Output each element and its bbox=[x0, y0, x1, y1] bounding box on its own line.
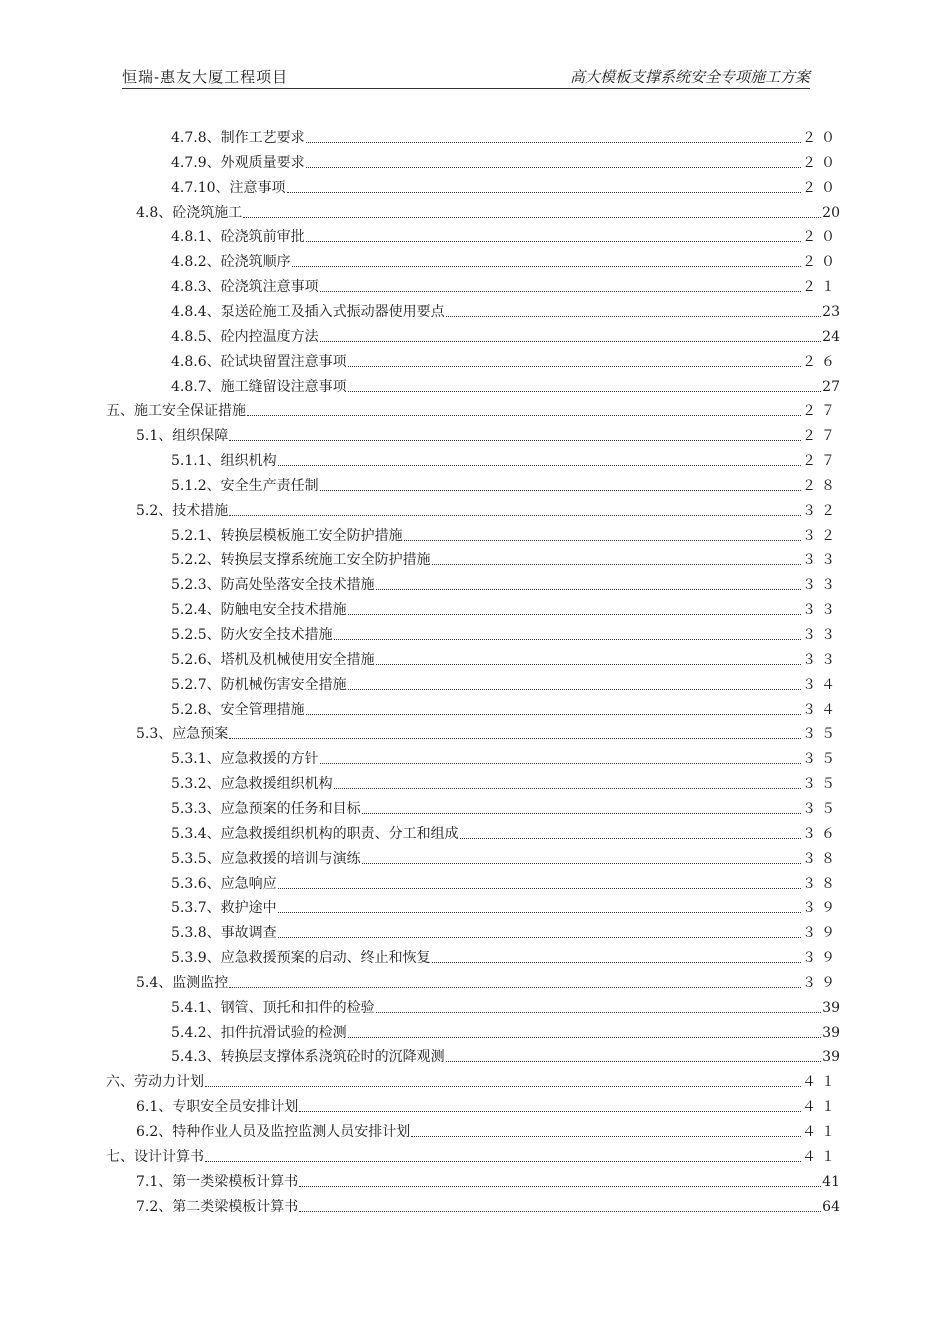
toc-entry-page-number: ３３ bbox=[802, 602, 840, 618]
toc-entry[interactable] bbox=[171, 771, 840, 793]
toc-entry-page-number: 39 bbox=[822, 1025, 840, 1041]
toc-entry[interactable] bbox=[171, 349, 840, 371]
toc-entry-page-number: ３９ bbox=[802, 950, 840, 966]
toc-entry-label: 4.8.5、砼内控温度方法 bbox=[171, 329, 319, 345]
toc-entry[interactable] bbox=[106, 1069, 840, 1091]
toc-dot-leader bbox=[411, 1135, 801, 1137]
toc-entry-page-number: 39 bbox=[822, 1049, 840, 1065]
toc-entry[interactable] bbox=[106, 1144, 840, 1166]
toc-dot-leader bbox=[320, 489, 801, 491]
toc-entry-label: 5.3.6、应急响应 bbox=[171, 876, 277, 892]
toc-entry-label: 5.3.7、救护途中 bbox=[171, 900, 277, 916]
toc-entry-label: 五、施工安全保证措施 bbox=[106, 403, 246, 419]
toc-entry-label: 5.2.2、转换层支撑系统施工安全防护措施 bbox=[171, 552, 431, 568]
toc-dot-leader bbox=[229, 986, 801, 988]
toc-dot-leader bbox=[376, 588, 801, 590]
toc-entry-label: 5.3.8、事故调查 bbox=[171, 925, 277, 941]
toc-entry-label: 5.2.3、防高处坠落安全技术措施 bbox=[171, 577, 375, 593]
toc-entry[interactable] bbox=[171, 1020, 840, 1042]
toc-entry-label: 5.3.3、应急预案的任务和目标 bbox=[171, 801, 361, 817]
toc-entry-label: 5.2.7、防机械伤害安全措施 bbox=[171, 677, 347, 693]
toc-dot-leader bbox=[278, 464, 801, 466]
toc-dot-leader bbox=[334, 787, 801, 789]
toc-entry-page-number: ３６ bbox=[802, 826, 840, 842]
toc-entry[interactable] bbox=[136, 498, 840, 520]
toc-entry-page-number: ４１ bbox=[802, 1099, 840, 1115]
toc-entry-label: 5.4、监测监控 bbox=[136, 975, 229, 991]
toc-entry-label: 5.3.4、应急救援组织机构的职责、分工和组成 bbox=[171, 826, 459, 842]
toc-dot-leader bbox=[299, 1185, 821, 1187]
toc-entry[interactable] bbox=[136, 1119, 840, 1141]
toc-entry-label: 5.2.6、塔机及机械使用安全措施 bbox=[171, 652, 375, 668]
toc-entry-page-number: 27 bbox=[822, 379, 840, 395]
toc-dot-leader bbox=[432, 563, 801, 565]
toc-dot-leader bbox=[278, 911, 801, 913]
toc-dot-leader bbox=[320, 762, 801, 764]
toc-dot-leader bbox=[205, 1085, 801, 1087]
toc-dot-leader bbox=[320, 340, 822, 342]
toc-dot-leader bbox=[348, 613, 801, 615]
toc-entry-page-number: ３３ bbox=[802, 552, 840, 568]
toc-entry[interactable] bbox=[171, 1044, 840, 1066]
toc-dot-leader bbox=[348, 1036, 822, 1038]
toc-dot-leader bbox=[460, 837, 801, 839]
toc-entry-label: 4.8、砼浇筑施工 bbox=[136, 205, 243, 221]
toc-entry-page-number: ２１ bbox=[802, 279, 840, 295]
toc-entry-page-number: ３８ bbox=[802, 851, 840, 867]
toc-entry[interactable] bbox=[171, 895, 840, 917]
toc-entry-page-number: ２０ bbox=[802, 180, 840, 196]
toc-dot-leader bbox=[247, 414, 801, 416]
toc-entry[interactable] bbox=[171, 448, 840, 470]
toc-dot-leader bbox=[376, 663, 801, 665]
toc-entry[interactable] bbox=[106, 398, 840, 420]
toc-entry-label: 5.2.4、防触电安全技术措施 bbox=[171, 602, 347, 618]
toc-entry-label: 5.2.8、安全管理措施 bbox=[171, 702, 305, 718]
toc-entry[interactable] bbox=[171, 995, 840, 1017]
toc-entry[interactable] bbox=[171, 821, 840, 843]
toc-entry-page-number: ３５ bbox=[802, 726, 840, 742]
toc-entry-page-number: ２０ bbox=[802, 254, 840, 270]
toc-dot-leader bbox=[362, 812, 801, 814]
toc-dot-leader bbox=[446, 315, 822, 317]
toc-dot-leader bbox=[348, 688, 801, 690]
header-project-name: 恒瑞-惠友大厦工程项目 bbox=[122, 68, 289, 86]
toc-dot-leader bbox=[306, 141, 801, 143]
toc-entry-label: 4.7.10、注意事项 bbox=[171, 180, 286, 196]
toc-entry[interactable] bbox=[171, 523, 840, 545]
toc-entry-label: 七、设计计算书 bbox=[106, 1149, 204, 1165]
toc-dot-leader bbox=[446, 1060, 822, 1062]
toc-entry[interactable] bbox=[136, 1194, 840, 1216]
toc-entry-page-number: ３２ bbox=[802, 528, 840, 544]
toc-entry-label: 5.2.1、转换层模板施工安全防护措施 bbox=[171, 528, 403, 544]
toc-dot-leader bbox=[306, 166, 801, 168]
toc-entry-page-number: ３４ bbox=[802, 702, 840, 718]
toc-dot-leader bbox=[229, 514, 801, 516]
toc-dot-leader bbox=[299, 1110, 801, 1112]
toc-entry[interactable] bbox=[171, 796, 840, 818]
toc-entry[interactable] bbox=[171, 374, 840, 396]
toc-dot-leader bbox=[287, 191, 801, 193]
toc-entry-page-number: ２７ bbox=[802, 403, 840, 419]
toc-dot-leader bbox=[229, 737, 801, 739]
toc-entry-page-number: ２０ bbox=[802, 229, 840, 245]
toc-entry[interactable] bbox=[136, 970, 840, 992]
toc-entry[interactable] bbox=[171, 622, 840, 644]
toc-entry-page-number: ４１ bbox=[802, 1074, 840, 1090]
toc-entry-page-number: ４１ bbox=[802, 1124, 840, 1140]
page-header bbox=[122, 66, 810, 89]
toc-entry[interactable] bbox=[136, 721, 840, 743]
toc-entry-label: 5.3、应急预案 bbox=[136, 726, 229, 742]
toc-entry[interactable] bbox=[171, 746, 840, 768]
toc-dot-leader bbox=[348, 365, 801, 367]
toc-entry[interactable] bbox=[171, 125, 840, 147]
toc-entry[interactable] bbox=[171, 697, 840, 719]
toc-entry-page-number: ３９ bbox=[802, 925, 840, 941]
toc-entry[interactable] bbox=[136, 423, 840, 445]
toc-entry-page-number: ３５ bbox=[802, 776, 840, 792]
toc-dot-leader bbox=[334, 638, 801, 640]
toc-dot-leader bbox=[205, 1160, 801, 1162]
toc-dot-leader bbox=[362, 862, 801, 864]
toc-dot-leader bbox=[229, 439, 801, 441]
toc-dot-leader bbox=[404, 539, 801, 541]
toc-entry-label: 5.1.2、安全生产责任制 bbox=[171, 478, 319, 494]
toc-entry[interactable] bbox=[171, 945, 840, 967]
toc-entry-label: 7.1、第一类梁模板计算书 bbox=[136, 1174, 299, 1190]
toc-entry-page-number: ３３ bbox=[802, 577, 840, 593]
toc-entry-page-number: 23 bbox=[822, 304, 840, 320]
toc-entry[interactable] bbox=[171, 920, 840, 942]
toc-dot-leader bbox=[306, 240, 801, 242]
toc-dot-leader bbox=[278, 887, 801, 889]
toc-dot-leader bbox=[432, 961, 801, 963]
toc-entry-label: 4.8.1、砼浇筑前审批 bbox=[171, 229, 305, 245]
toc-entry-page-number: ４１ bbox=[802, 1149, 840, 1165]
toc-entry[interactable] bbox=[171, 150, 840, 172]
toc-entry-label: 5.4.1、钢管、顶托和扣件的检验 bbox=[171, 1000, 375, 1016]
toc-entry[interactable] bbox=[136, 1094, 840, 1116]
toc-entry-page-number: 20 bbox=[822, 205, 840, 221]
toc-dot-leader bbox=[299, 1210, 821, 1212]
toc-entry-label: 7.2、第二类梁模板计算书 bbox=[136, 1199, 299, 1215]
toc-entry[interactable] bbox=[171, 547, 840, 569]
toc-entry-label: 6.2、特种作业人员及监控监测人员安排计划 bbox=[136, 1124, 411, 1140]
toc-entry[interactable] bbox=[136, 200, 840, 222]
toc-entry-page-number: 64 bbox=[822, 1199, 840, 1215]
toc-entry-label: 5.3.1、应急救援的方针 bbox=[171, 751, 319, 767]
toc-entry-page-number: ２６ bbox=[802, 354, 840, 370]
toc-entry-page-number: ３４ bbox=[802, 677, 840, 693]
toc-entry-label: 4.7.9、外观质量要求 bbox=[171, 155, 305, 171]
toc-entry-label: 6.1、专职安全员安排计划 bbox=[136, 1099, 299, 1115]
toc-entry-page-number: 41 bbox=[822, 1174, 840, 1190]
toc-entry[interactable] bbox=[171, 175, 840, 197]
toc-entry-page-number: ３８ bbox=[802, 876, 840, 892]
toc-entry-page-number: ３５ bbox=[802, 801, 840, 817]
toc-entry-page-number: ２０ bbox=[802, 130, 840, 146]
toc-entry[interactable] bbox=[171, 299, 840, 321]
toc-dot-leader bbox=[348, 390, 822, 392]
toc-entry[interactable] bbox=[171, 324, 840, 346]
toc-entry-page-number: ３２ bbox=[802, 503, 840, 519]
toc-entry[interactable] bbox=[171, 274, 840, 296]
toc-entry-page-number: ２８ bbox=[802, 478, 840, 494]
toc-entry[interactable] bbox=[171, 224, 840, 246]
toc-entry-label: 4.8.3、砼浇筑注意事项 bbox=[171, 279, 319, 295]
toc-entry[interactable] bbox=[136, 1169, 840, 1191]
toc-entry-label: 5.4.3、转换层支撑体系浇筑砼时的沉降观测 bbox=[171, 1049, 445, 1065]
toc-entry-label: 4.8.4、泵送砼施工及插入式振动器使用要点 bbox=[171, 304, 445, 320]
toc-entry[interactable] bbox=[171, 597, 840, 619]
toc-entry[interactable] bbox=[171, 647, 840, 669]
toc-entry-page-number: 24 bbox=[822, 329, 840, 345]
toc-entry-label: 5.2、技术措施 bbox=[136, 503, 229, 519]
toc-entry-label: 4.8.6、砼试块留置注意事项 bbox=[171, 354, 347, 370]
toc-entry[interactable] bbox=[171, 871, 840, 893]
toc-entry-page-number: ２７ bbox=[802, 428, 840, 444]
toc-entry-label: 六、劳动力计划 bbox=[106, 1074, 204, 1090]
toc-entry-label: 5.1、组织保障 bbox=[136, 428, 229, 444]
toc-dot-leader bbox=[243, 216, 821, 218]
toc-entry-label: 5.4.2、扣件抗滑试验的检测 bbox=[171, 1025, 347, 1041]
toc-entry-label: 5.2.5、防火安全技术措施 bbox=[171, 627, 333, 643]
toc-dot-leader bbox=[278, 936, 801, 938]
toc-entry-label: 5.3.2、应急救援组织机构 bbox=[171, 776, 333, 792]
toc-entry-page-number: 39 bbox=[822, 1000, 840, 1016]
toc-entry-label: 4.7.8、制作工艺要求 bbox=[171, 130, 305, 146]
toc-entry-label: 4.8.7、施工缝留设注意事项 bbox=[171, 379, 347, 395]
toc-entry-page-number: ２７ bbox=[802, 453, 840, 469]
toc-entry-page-number: ３３ bbox=[802, 652, 840, 668]
toc-entry[interactable] bbox=[171, 473, 840, 495]
toc-dot-leader bbox=[292, 265, 801, 267]
toc-entry[interactable] bbox=[171, 249, 840, 271]
toc-entry[interactable] bbox=[171, 572, 840, 594]
toc-entry-label: 5.3.5、应急救援的培训与演练 bbox=[171, 851, 361, 867]
header-document-title: 高大模板支撑系统安全专项施工方案 bbox=[569, 68, 810, 86]
toc-dot-leader bbox=[376, 1011, 822, 1013]
toc-entry-label: 4.8.2、砼浇筑顺序 bbox=[171, 254, 291, 270]
toc-entry-page-number: ３３ bbox=[802, 627, 840, 643]
toc-entry-page-number: ２０ bbox=[802, 155, 840, 171]
toc-entry[interactable] bbox=[171, 846, 840, 868]
toc-entry-page-number: ３５ bbox=[802, 751, 840, 767]
toc-entry-label: 5.3.9、应急救援预案的启动、终止和恢复 bbox=[171, 950, 431, 966]
toc-dot-leader bbox=[320, 290, 801, 292]
toc-entry-page-number: ３９ bbox=[802, 975, 840, 991]
toc-entry-page-number: ３９ bbox=[802, 900, 840, 916]
toc-entry[interactable] bbox=[171, 672, 840, 694]
toc-entry-label: 5.1.1、组织机构 bbox=[171, 453, 277, 469]
toc-dot-leader bbox=[306, 713, 801, 715]
